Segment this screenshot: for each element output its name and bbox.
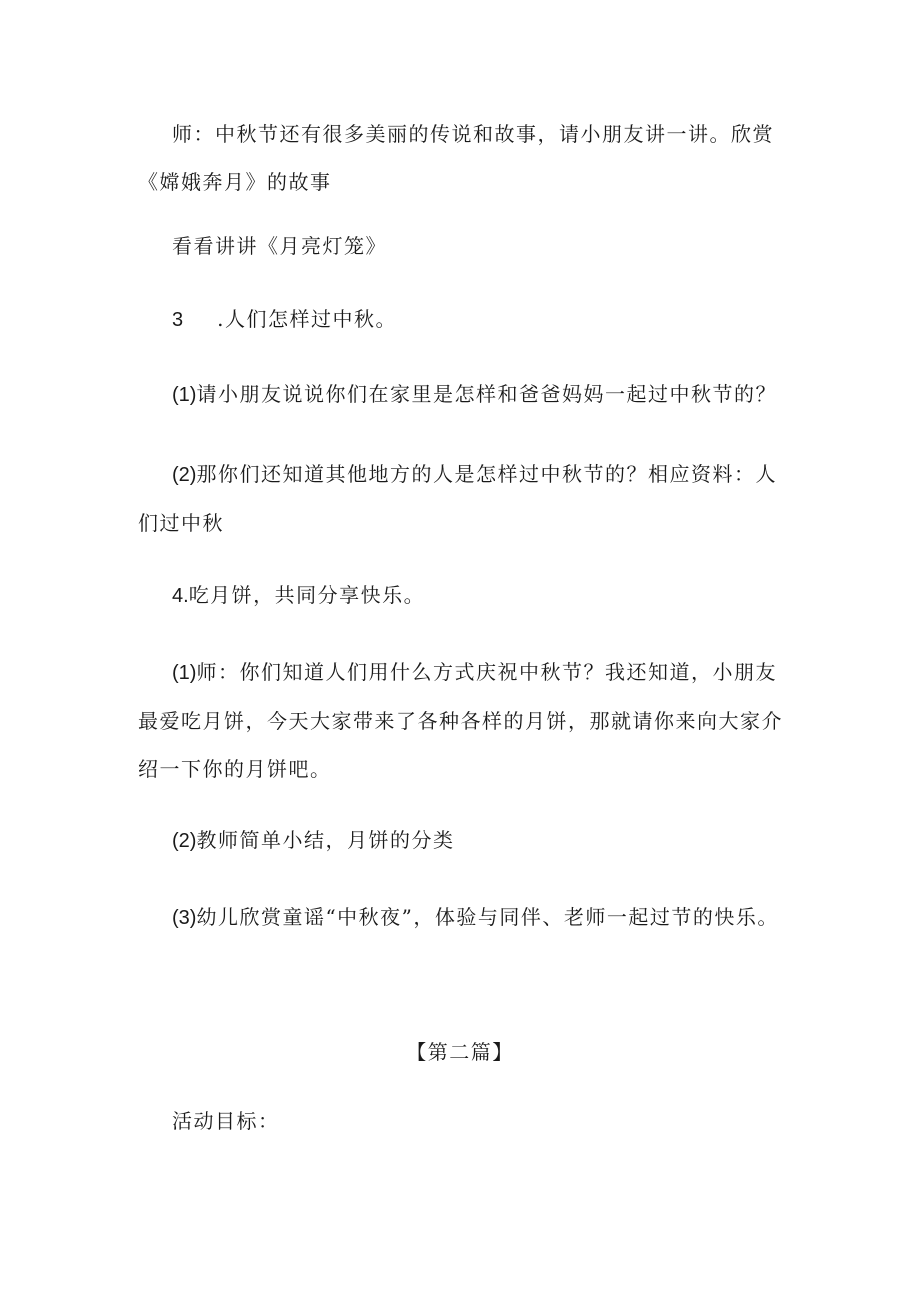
paragraph-section-3: [138, 295, 788, 344]
paragraph-section-4: [138, 571, 788, 620]
paragraph-summary: [138, 816, 788, 865]
item-number: (1): [172, 384, 197, 406]
paragraph-item-1: [138, 370, 788, 419]
item-number: (2): [172, 830, 197, 852]
item-number: 4.: [172, 585, 189, 607]
paragraph-text: 吃月饼，共同分享快乐。: [188, 583, 426, 607]
paragraph-item-2: [138, 450, 788, 547]
paragraph-text: 看看讲讲《月亮灯笼》: [172, 234, 387, 258]
paragraph-story-intro: [138, 110, 788, 206]
paragraph-text: 请小朋友说说你们在家里是怎样和爸爸妈妈一起过中秋节的？: [196, 382, 777, 406]
item-number: 3: [172, 309, 184, 331]
paragraph-text: 那你们还知道其他地方的人是怎样过中秋节的？相应资料：人们过中秋: [138, 462, 777, 535]
activity-goal-label: [138, 1097, 788, 1145]
paragraph-nursery-rhyme: [138, 893, 788, 942]
paragraph-text: 师：中秋节还有很多美丽的传说和故事，请小朋友讲一讲。欣赏《嫦娥奔月》的故事: [138, 122, 774, 194]
paragraph-text: 活动目标：: [172, 1109, 280, 1133]
paragraph-text: .人们怎样过中秋。: [217, 307, 397, 331]
section-heading: 【第二篇】: [406, 1040, 514, 1064]
paragraph-lantern: [138, 222, 788, 270]
item-number: (1): [172, 662, 197, 684]
item-number: (2): [172, 464, 197, 486]
paragraph-text: 教师简单小结，月饼的分类: [196, 828, 455, 852]
item-number: (3): [172, 907, 197, 929]
paragraph-text: 幼儿欣赏童谣“中秋夜”，体验与同伴、老师一起过节的快乐。: [196, 905, 779, 929]
paragraph-mooncake-intro: [138, 648, 788, 793]
paragraph-text: 师：你们知道人们用什么方式庆祝中秋节？我还知道，小朋友最爱吃月饼，今天大家带来了各种各样的月饼，那就请你来向大家介绍一下你的月饼吧。: [138, 660, 783, 781]
